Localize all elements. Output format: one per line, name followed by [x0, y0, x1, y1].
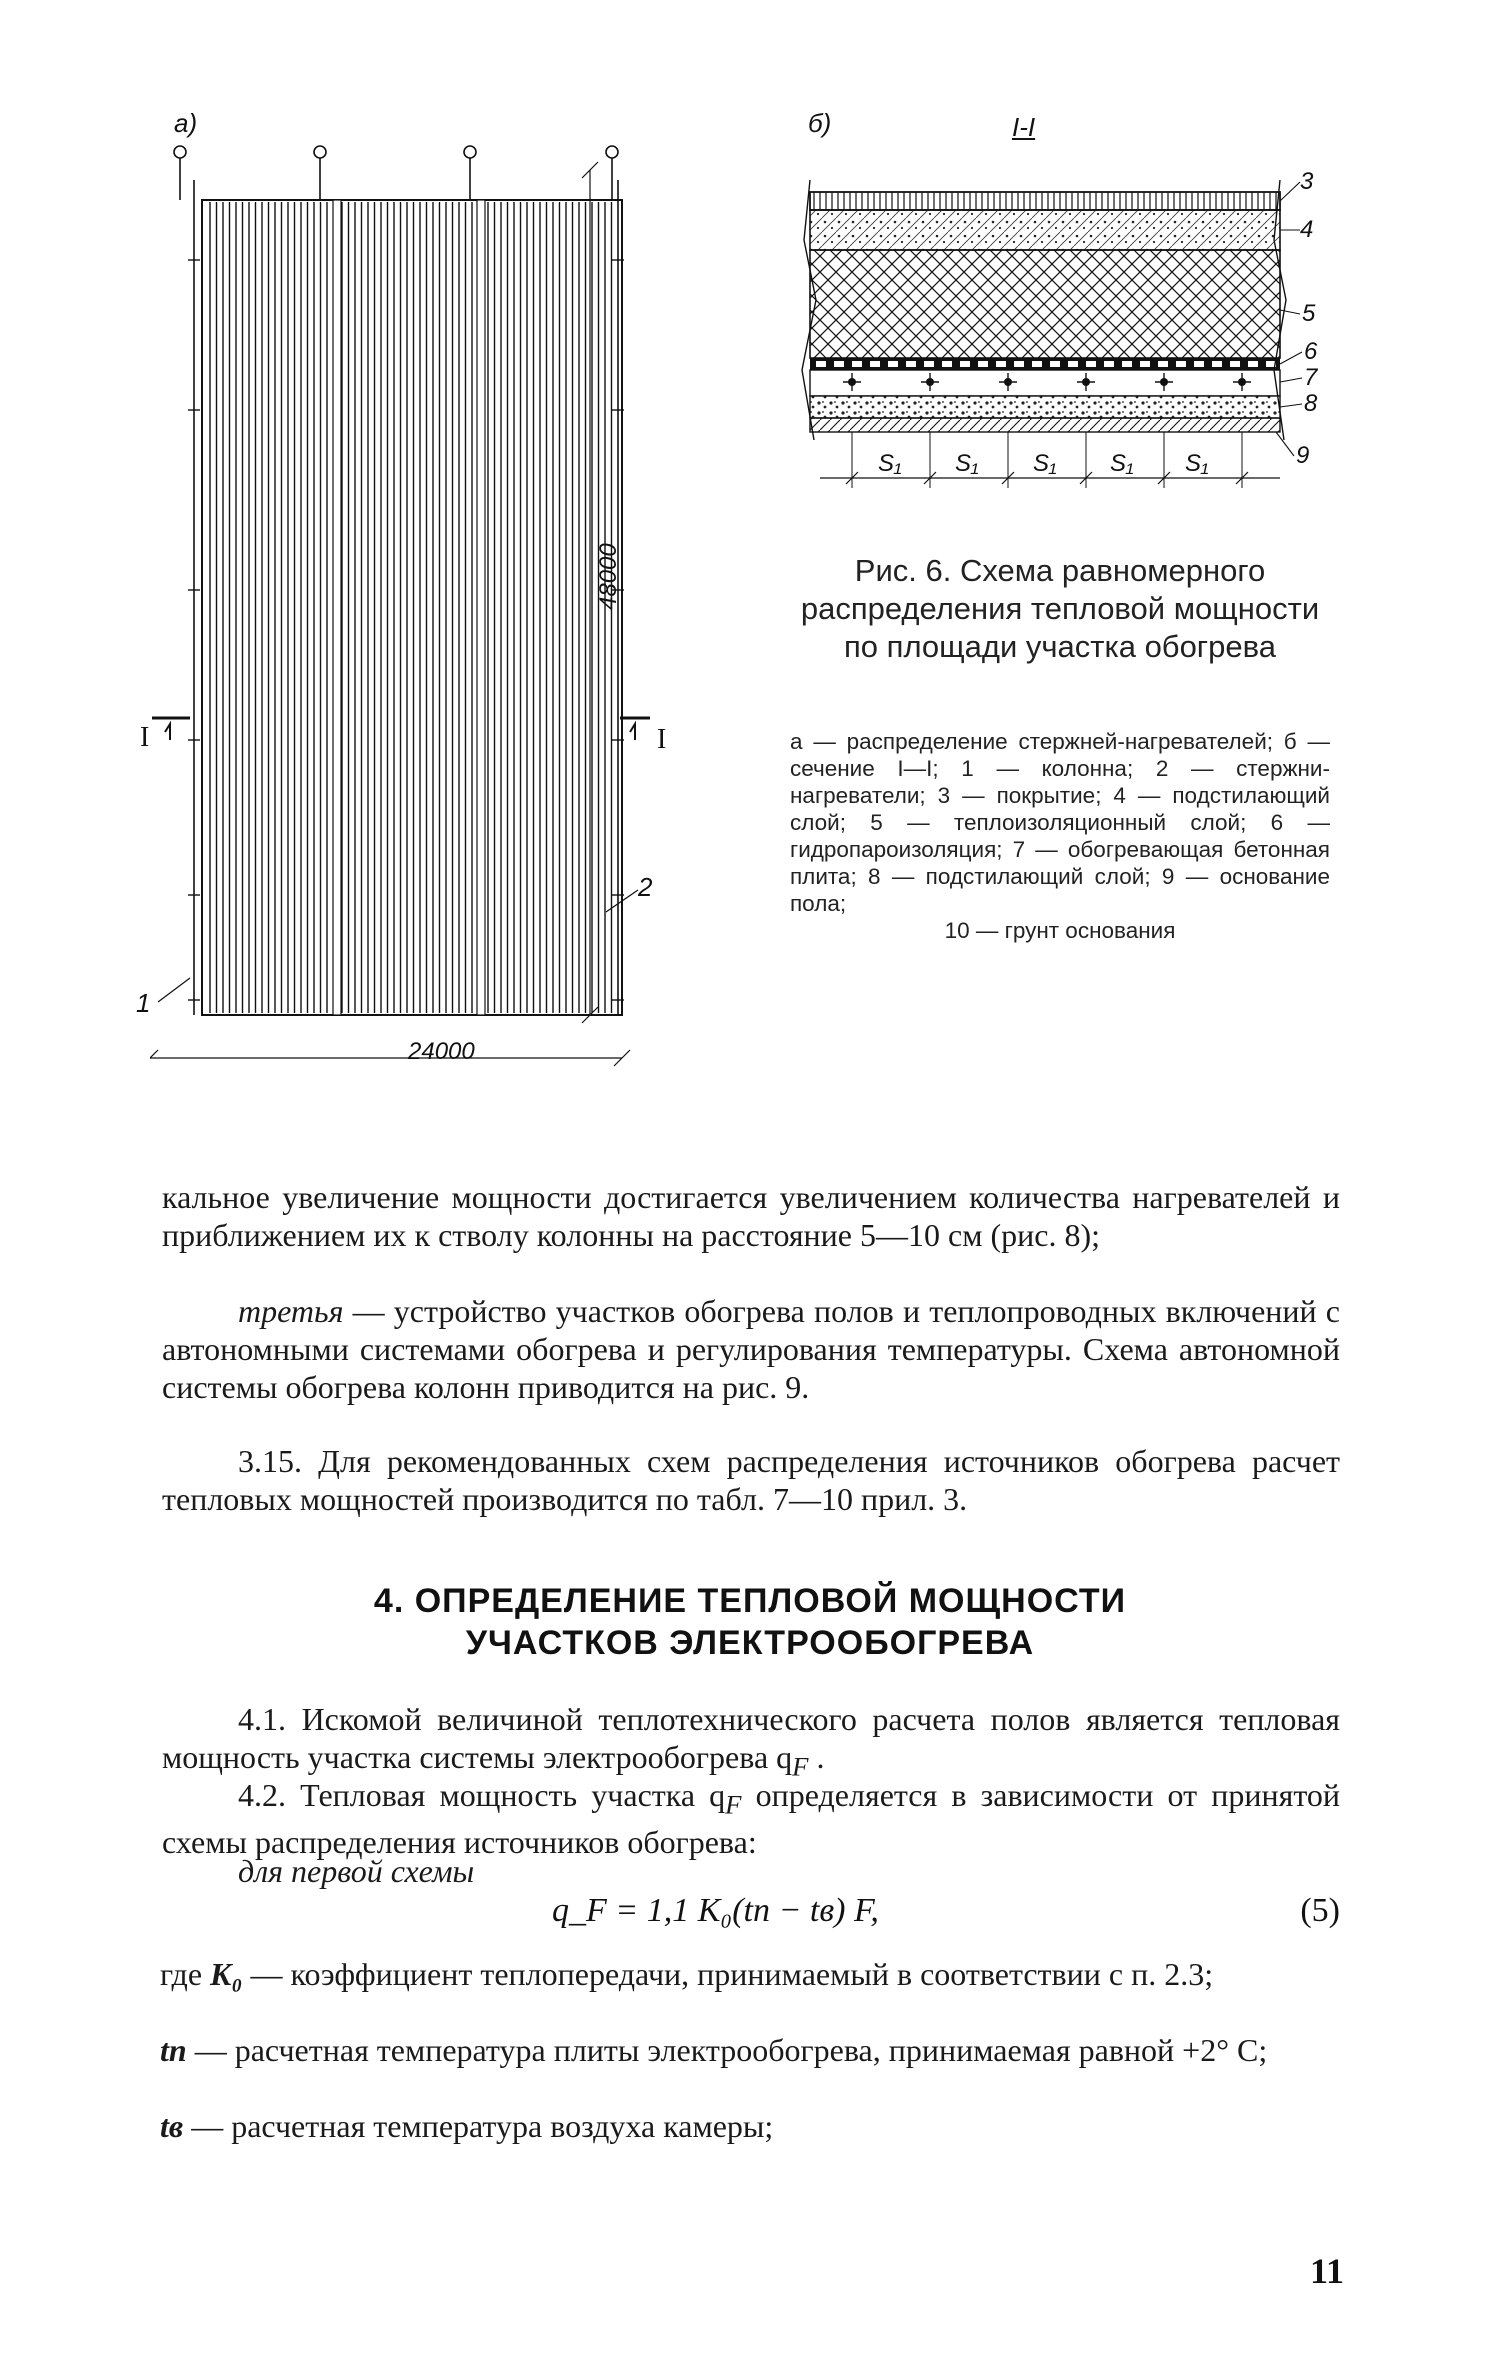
section-heading-line-2: УЧАСТКОВ ЭЛЕКТРООБОГРЕВА — [465, 1624, 1035, 1662]
layer-waterproofing-dash — [1176, 361, 1186, 367]
paragraph-4 — [162, 1700, 1340, 1785]
legend-text-last: 10 — грунт основания — [944, 918, 1176, 943]
definition-k0 — [160, 1956, 1340, 1992]
layer-waterproofing-dash — [1122, 361, 1132, 367]
paragraph-6: для первой схемы — [238, 1853, 475, 1889]
section-heading-line-1: 4. ОПРЕДЕЛЕНИЕ ТЕПЛОВОЙ МОЩНОСТИ — [373, 1582, 1127, 1620]
section-title: I-I — [1012, 112, 1036, 142]
formula-number: (5) — [1300, 1892, 1340, 1929]
figure-b-section — [780, 108, 1340, 540]
spacing-label-3: S₁ — [1033, 450, 1057, 477]
layer-waterproofing-dash — [1014, 361, 1024, 367]
layer-waterproofing-dash — [1086, 361, 1096, 367]
layer-waterproofing-dash — [942, 361, 952, 367]
layer-waterproofing-dash — [1104, 361, 1114, 367]
layer-7: 7 — [1304, 364, 1318, 391]
layer-waterproofing-dash — [870, 361, 880, 367]
section-mark-left: I — [140, 722, 150, 753]
dim-width-label: 24000 — [408, 1038, 475, 1065]
figure-a-drawing — [150, 120, 653, 1080]
layer-waterproofing-dash — [1212, 361, 1222, 367]
layer-waterproofing-dash — [924, 361, 934, 367]
layer-4: 4 — [1300, 216, 1314, 243]
definition-tv-symbol: tв — [160, 2108, 184, 2144]
layer-waterproofing-dash — [1158, 361, 1168, 367]
figure-a-label: а) — [174, 108, 198, 138]
layer-insulation — [810, 250, 1280, 358]
paragraph-4-text: 4.1. Искомой величиной теплотехнического расчета полов является тепловая мощность участка системы электрообогрева q — [162, 1701, 1340, 1775]
layer-leader — [1280, 352, 1302, 364]
paragraph-2 — [162, 1292, 1340, 1406]
figure-legend — [790, 728, 1330, 944]
definition-k0-lead: где — [160, 1956, 211, 1992]
terminal-mid2 — [464, 146, 476, 158]
paragraph-4-sub: F — [792, 1751, 809, 1782]
definition-tp-text: — расчетная температура плиты электрообогрева, принимаемая равной +2° С; — [186, 2032, 1268, 2068]
paragraph-3: 3.15. Для рекомендованных схем распределения источников обогрева расчет тепловых мощностей производится по табл. 7—10 прил. 3. — [162, 1443, 1340, 1517]
definition-tv-text: — расчетная температура воздуха камеры; — [183, 2108, 774, 2144]
paragraph-2-text: — устройство участков обогрева полов и теплопроводных включений с автономными системами обогрева и регулирования температуры. Схема автономной системы обогрева колонн приводится на рис. 9. — [162, 1293, 1340, 1405]
spacing-label-2: S₁ — [955, 450, 979, 477]
dim-height-label: 48000 — [595, 543, 622, 610]
layer-leader — [1280, 378, 1302, 382]
layer-base — [810, 418, 1280, 432]
section-mark-right: I — [657, 724, 667, 755]
paragraph-1: кальное увеличение мощности достигается увеличением количества нагревателей и приближением их к стволу колонны на расстояние 5—10 см (рис. 8); — [162, 1179, 1340, 1253]
paragraph-5-text-b: определяется в зависимости от принятой схемы распределения источников обогрева: — [162, 1777, 1341, 1861]
layer-waterproofing-dash — [888, 361, 898, 367]
layer-waterproofing-dash — [960, 361, 970, 367]
callout-rods: 2 — [638, 872, 653, 902]
figure-b-drawing — [780, 120, 1340, 540]
definition-tp — [160, 2032, 1340, 2068]
legend-text: а — распределение стержней-нагревателей; б — сечение I—I; 1 — колонна; 2 — стержни-нагреватели; 3 — покрытие; 4 — подстилающий слой; 5 — теплоизоляционный слой; 6 — гидропароизоляция; 7 — обогревающая бетонная плита; 8 — подстилающий слой; 9 — основание пола; — [790, 729, 1330, 916]
paragraph-2-lead: третья — [238, 1293, 344, 1329]
layer-leader — [1280, 182, 1300, 201]
definition-k0-symbol: K₀ — [210, 1956, 243, 1992]
page-number: 11 — [1310, 2251, 1345, 2291]
terminal-left — [174, 146, 186, 158]
layer-waterproofing-dash — [1050, 361, 1060, 367]
layer-waterproofing-dash — [1140, 361, 1150, 367]
figure-a-plan — [136, 108, 667, 1080]
layer-waterproofing-dash — [1230, 361, 1240, 367]
figure-caption-title: Рис. 6. Схема равномерного распределения тепловой мощности по площади участка обогрева — [800, 553, 1320, 664]
figure-b-label: б) — [808, 108, 832, 138]
definition-tv — [160, 2108, 1340, 2144]
layer-sub-base — [810, 396, 1280, 418]
layer-waterproofing-dash — [1068, 361, 1078, 367]
paragraph-4-end: . — [808, 1739, 825, 1775]
callout-column-leader — [158, 978, 190, 1002]
callout-column: 1 — [136, 988, 151, 1018]
spacing-label-4: S₁ — [1110, 450, 1134, 477]
layer-leader — [1280, 404, 1302, 407]
spacing-label-5: S₁ — [1185, 450, 1209, 477]
layer-5: 5 — [1302, 300, 1316, 327]
layer-8: 8 — [1304, 390, 1318, 417]
layer-heating-slab — [810, 370, 1280, 396]
layer-leader — [1276, 432, 1294, 456]
layer-3: 3 — [1300, 168, 1314, 195]
section-arrow-right — [630, 724, 635, 740]
layer-9: 9 — [1296, 442, 1310, 469]
paragraph-5-sub: F — [725, 1789, 742, 1820]
section-arrow-left — [165, 724, 170, 740]
column-gap — [477, 200, 485, 1015]
layer-6: 6 — [1304, 338, 1318, 365]
paragraph-5-text-a: 4.2. Тепловая мощность участка q — [238, 1777, 726, 1813]
layer-waterproofing-dash — [906, 361, 916, 367]
formula-expression: q_F = 1,1 K₀(tп − tв) F, — [552, 1892, 879, 1929]
layer-waterproofing-dash — [1248, 361, 1258, 367]
column-gap — [333, 200, 341, 1015]
layer-waterproofing-dash — [834, 361, 844, 367]
definition-k0-text: — коэффициент теплопередачи, принимаемый в соответствии с п. 2.3; — [242, 1956, 1214, 1992]
layer-waterproofing-dash — [816, 361, 826, 367]
spacing-label-1: S₁ — [878, 450, 902, 477]
terminal-mid1 — [314, 146, 326, 158]
definition-tp-symbol: tп — [160, 2032, 187, 2068]
layer-waterproofing-dash — [996, 361, 1006, 367]
paragraph-5 — [162, 1776, 1340, 1861]
formula-5 — [162, 1892, 1340, 1936]
layer-waterproofing-dash — [852, 361, 862, 367]
layer-waterproofing — [810, 358, 1280, 370]
terminal-right — [606, 146, 618, 158]
layer-underlayment — [810, 210, 1280, 250]
layer-waterproofing-dash — [1194, 361, 1204, 367]
layer-waterproofing-dash — [978, 361, 988, 367]
layer-waterproofing-dash — [1032, 361, 1042, 367]
